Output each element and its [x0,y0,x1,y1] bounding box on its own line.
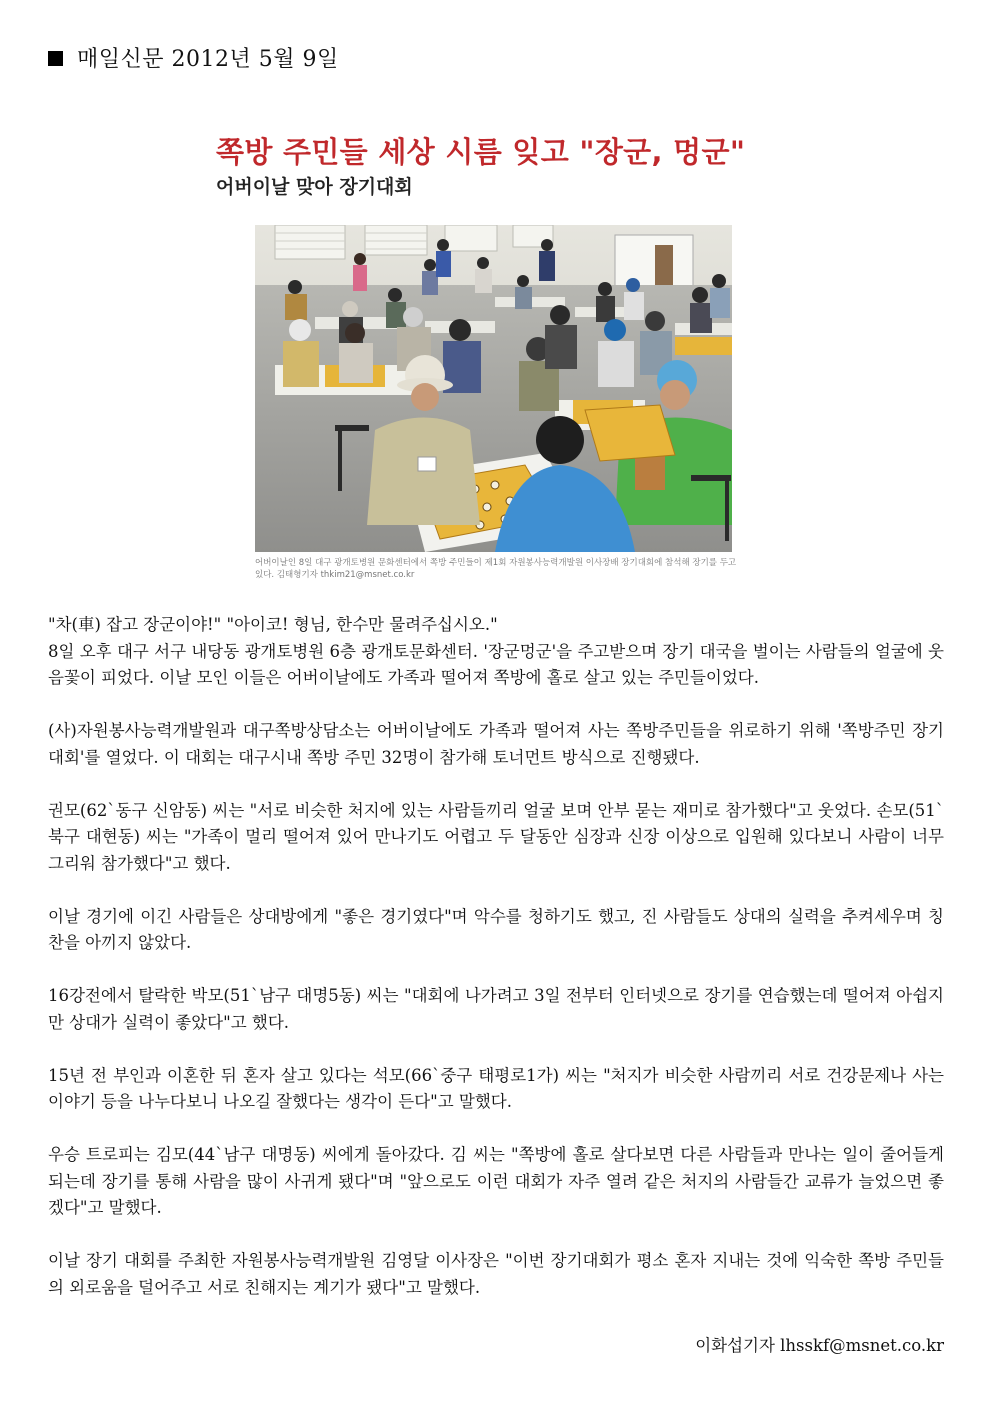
byline: 이화섭기자 lhsskf@msnet.co.kr [695,1336,944,1355]
article-paragraph: 권모(62`동구 신암동) 씨는 "서로 비슷한 처지에 있는 사람들끼리 얼굴 보며 안부 묻는 재미로 참가했다"고 웃었다. 손모(51`북구 대현동) 씨는 "가족이 멀리 떨어져 있어 만나기도 어렵고 두 달동안 심장과 신장 이상으로 입원해 있다보니 사람이 너무 그리워 참가했다"고 했다. [48,800,944,873]
source-header [48,42,339,73]
article-paragraph: 이날 경기에 이긴 사람들은 상대방에게 "좋은 경기였다"며 악수를 청하기도 했고, 진 사람들도 상대의 실력을 추켜세우며 칭찬을 아끼지 않았다. [48,906,944,952]
square-bullet-icon [48,51,63,66]
article-paragraph: 우승 트로피는 김모(44`남구 대명동) 씨에게 돌아갔다. 김 씨는 "쪽방에 홀로 살다보면 다른 사람들과 만나는 일이 줄어들게 되는데 장기를 통해 사람을 많이 사귀게 됐다"며 "앞으로도 이런 대회가 자주 열려 같은 처지의 사람들간 교류가 늘었으면 좋겠다"고 말했다. [48,1145,944,1217]
article-paragraph: 16강전에서 탈락한 박모(51`남구 대명5동) 씨는 "대회에 나가려고 3일 전부터 인터넷으로 장기를 연습했는데 떨어져 아쉽지만 상대가 실력이 좋았다"고 했다. [48,986,944,1032]
article-paragraph: "차(車) 잡고 장군이야!" "아이코! 형님, 한수만 물려주십시오." 8일 오후 대구 서구 내당동 광개토병원 6층 광개토문화센터. '장군멍군'을 주고받으며 장기 대국을 벌이는 사람들의 얼굴에 웃음꽃이 피었다. 이날 모인 이들은 어버이날에도 가족과 떨어져 쪽방에 홀로 살고 있는 주민들이었다. [48,615,944,687]
article-paragraph: (사)자원봉사능력개발원과 대구쪽방상담소는 어버이날에도 가족과 떨어져 사는 쪽방주민들을 위로하기 위해 '쪽방주민 장기대회'를 열었다. 이 대회는 대구시내 쪽방 주민 32명이 참가해 토너먼트 방식으로 진행됐다. [48,721,944,767]
subheadline: 어버이날 맞아 장기대회 [216,176,413,198]
article-photo [255,225,732,552]
article-body [48,612,944,1328]
chess-tournament-photo [255,225,732,552]
photo-caption: 어버이날인 8일 대구 광개토병원 문화센터에서 쪽방 주민들이 제1회 자원봉사능력개발원 이사장배 장기대회에 참석해 장기를 두고 있다. 김태형기자 thkim21@msnet.co.kr [255,558,737,580]
article-paragraph: 이날 장기 대회를 주최한 자원봉사능력개발원 김영달 이사장은 "이번 장기대회가 평소 혼자 지내는 것에 익숙한 쪽방 주민들의 외로움을 덜어주고 서로 친해지는 계기가 됐다"고 말했다. [48,1251,944,1297]
headline: 쪽방 주민들 세상 시름 잊고 "장군, 멍군" [216,135,746,169]
article-paragraph: 15년 전 부인과 이혼한 뒤 혼자 살고 있다는 석모(66`중구 태평로1가) 씨는 "처지가 비슷한 사람끼리 서로 건강문제나 사는 이야기 등을 나누다보니 나오길 잘했다는 생각이 든다"고 말했다. [48,1065,944,1111]
source-date: 매일신문 2012년 5월 9일 [77,47,339,72]
